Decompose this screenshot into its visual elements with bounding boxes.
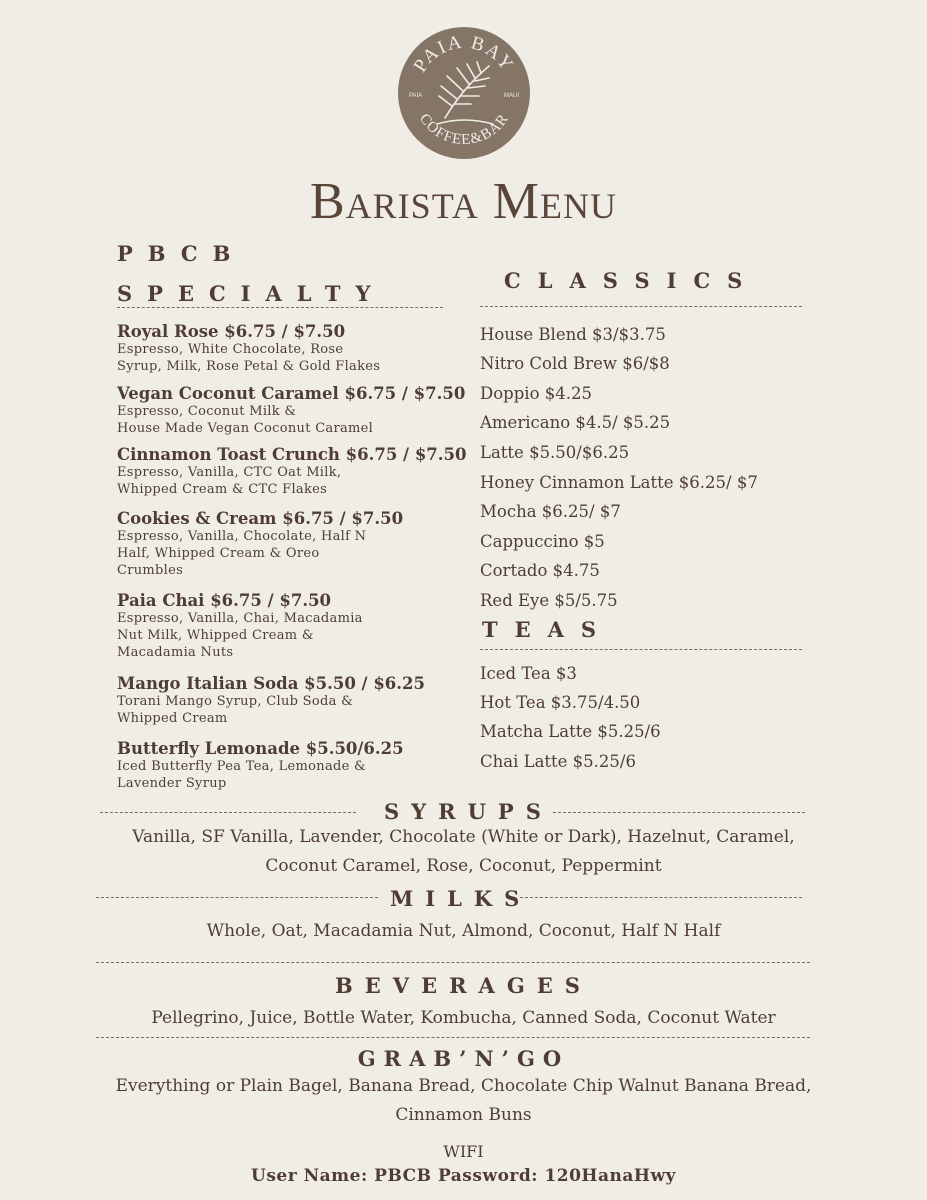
syrups-heading: SYRUPS [384,799,553,824]
specialty-heading-line2: SPECIALTY [117,281,386,306]
item-description: Espresso, Coconut Milk & House Made Vegan Coconut Caramel [117,404,374,436]
classics-item: Nitro Cold Brew $6/$8 [480,354,670,373]
logo-arc-top: PAIA BAY [409,31,519,76]
item-description: Iced Butterfly Pea Tea, Lemonade & Lavender Syrup [117,759,366,791]
syrups-divider-right [553,812,805,813]
section-divider [96,962,810,963]
item-name: Royal Rose $6.75 / $7.50 [117,322,346,341]
beverages-line-1: Pellegrino, Juice, Bottle Water, Kombucha, Canned Soda, Coconut Water [151,1008,776,1028]
classics-item: Doppio $4.25 [480,384,592,403]
item-description: Torani Mango Syrup, Club Soda & Whipped Cream [117,694,353,726]
classics-item: Honey Cinnamon Latte $6.25/ $7 [480,473,758,492]
logo-right-text: MAUI [504,93,519,99]
specialty-item-mango-italian-soda [117,674,467,727]
classics-heading: CLASSICS [504,268,760,293]
milks-divider-left [96,897,378,898]
classics-item: Red Eye $5/5.75 [480,591,618,610]
item-name: Paia Chai $6.75 / $7.50 [117,591,332,610]
wifi-label: WIFI [443,1142,484,1161]
grabngo-line-1: Everything or Plain Bagel, Banana Bread, Chocolate Chip Walnut Banana Bread, [115,1076,812,1096]
milks-divider-right [520,897,802,898]
milks-line-1: Whole, Oat, Macadamia Nut, Almond, Coconut, Half N Half [206,921,721,941]
specialty-heading-line1: PBCB [117,241,246,266]
syrups-divider-left [100,812,356,813]
teas-item: Hot Tea $3.75/4.50 [480,693,641,712]
syrups-line-1: Vanilla, SF Vanilla, Lavender, Chocolate (White or Dark), Hazelnut, Caramel, [132,827,795,847]
specialty-item-cinnamon-toast-crunch [117,445,467,498]
logo-seal-icon [397,26,531,160]
milks-heading: MILKS [390,886,532,911]
teas-item: Matcha Latte $5.25/6 [480,722,661,741]
classics-item: Latte $5.50/$6.25 [480,443,630,462]
beverages-heading: BEVERAGES [335,973,592,998]
syrups-line-2: Coconut Caramel, Rose, Coconut, Peppermint [265,856,662,876]
item-name: Butterfly Lemonade $5.50/6.25 [117,739,404,758]
item-description: Espresso, Vanilla, Chai, Macadamia Nut Milk, Whipped Cream & Macadamia Nuts [117,611,363,660]
grabngo-line-2: Cinnamon Buns [395,1105,532,1125]
paia-bay-logo [397,26,531,160]
specialty-item-butterfly-lemonade [117,739,467,792]
logo-arc-bottom: COFFEE&BAR [415,110,513,149]
classics-item: Americano $4.5/ $5.25 [480,413,671,432]
item-description: Espresso, White Chocolate, Rose Syrup, Milk, Rose Petal & Gold Flakes [117,342,381,374]
item-description: Espresso, Vanilla, Chocolate, Half N Half, Whipped Cream & Oreo Crumbles [117,529,367,578]
item-name: Mango Italian Soda $5.50 / $6.25 [117,674,425,693]
logo-left-text: PAIA [409,93,423,99]
teas-heading: TEAS [482,617,614,642]
teas-item: Chai Latte $5.25/6 [480,752,636,771]
specialty-item-royal-rose [117,322,467,375]
classics-item: Mocha $6.25/ $7 [480,502,621,521]
classics-divider [480,306,802,307]
wifi-credentials: User Name: PBCB Password: 120HanaHwy [251,1166,676,1186]
item-name: Cinnamon Toast Crunch $6.75 / $7.50 [117,445,467,464]
classics-item: House Blend $3/$3.75 [480,325,666,344]
item-name: Vegan Coconut Caramel $6.75 / $7.50 [117,384,466,403]
teas-item: Iced Tea $3 [480,664,577,683]
specialty-item-cookies-and-cream [117,509,467,579]
classics-item: Cortado $4.75 [480,561,600,580]
classics-item: Cappuccino $5 [480,532,605,551]
item-description: Espresso, Vanilla, CTC Oat Milk, Whipped Cream & CTC Flakes [117,465,342,497]
menu-title: Barista Menu [309,173,618,230]
grabngo-heading: GRAB’N’GO [357,1046,570,1071]
teas-divider [480,649,802,650]
specialty-item-vegan-coconut-caramel [117,384,467,437]
specialty-item-paia-chai [117,591,467,661]
item-name: Cookies & Cream $6.75 / $7.50 [117,509,404,528]
section-divider [96,1037,810,1038]
specialty-divider [117,307,443,308]
